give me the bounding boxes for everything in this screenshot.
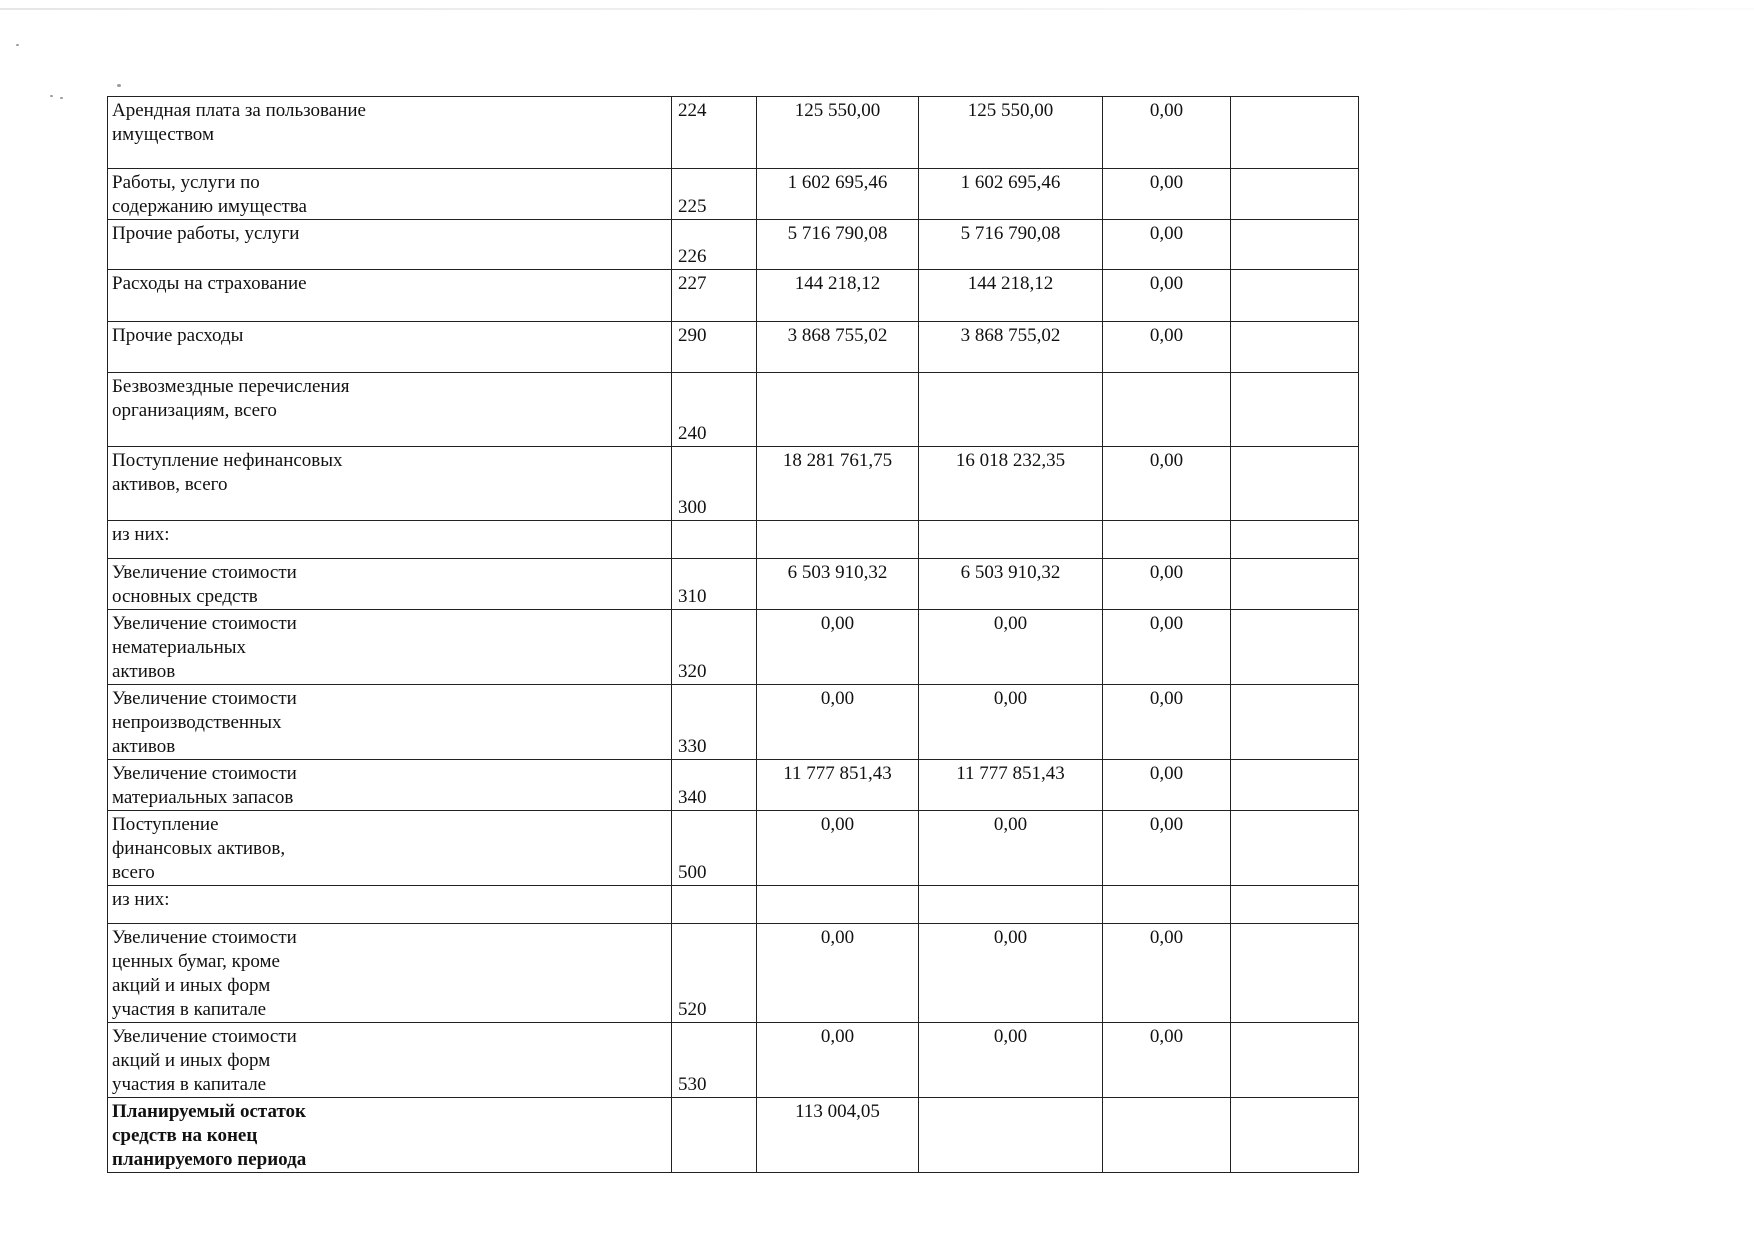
row-value-deviation: 0,00: [1103, 811, 1231, 886]
row-value-note: [1231, 270, 1359, 322]
row-code-cell: 227: [672, 270, 757, 322]
row-value-executed: 0,00: [919, 1023, 1103, 1098]
row-name-cell: Увеличение стоимости нематериальных активов: [108, 610, 672, 685]
row-name-cell: Арендная плата за пользование имуществом: [108, 97, 672, 169]
row-value-executed: 0,00: [919, 610, 1103, 685]
row-name-cell: из них:: [108, 521, 672, 559]
row-value-planned: 0,00: [757, 685, 919, 760]
row-value-executed: 0,00: [919, 811, 1103, 886]
row-value-deviation: [1103, 1098, 1231, 1173]
row-value-executed: [919, 1098, 1103, 1173]
row-value-deviation: 0,00: [1103, 610, 1231, 685]
table-row: [108, 220, 1359, 270]
row-value-note: [1231, 322, 1359, 373]
row-name-cell: Поступление нефинансовых активов, всего: [108, 447, 672, 521]
row-value-planned: 144 218,12: [757, 270, 919, 322]
row-value-note: [1231, 1023, 1359, 1098]
row-value-planned: 5 716 790,08: [757, 220, 919, 270]
table-row: [108, 1098, 1359, 1173]
row-code-cell: 240: [672, 373, 757, 447]
row-value-planned: [757, 886, 919, 924]
row-value-executed: 16 018 232,35: [919, 447, 1103, 521]
row-value-executed: 0,00: [919, 924, 1103, 1023]
row-value-executed: 3 868 755,02: [919, 322, 1103, 373]
row-value-planned: 1 602 695,46: [757, 169, 919, 220]
scan-speck: [50, 95, 53, 97]
table-row: [108, 169, 1359, 220]
row-value-note: [1231, 559, 1359, 610]
row-name-cell: Увеличение стоимости основных средств: [108, 559, 672, 610]
row-code-cell: [672, 1098, 757, 1173]
table-row: [108, 373, 1359, 447]
row-value-note: [1231, 373, 1359, 447]
row-value-executed: [919, 373, 1103, 447]
row-value-deviation: [1103, 373, 1231, 447]
row-value-deviation: 0,00: [1103, 322, 1231, 373]
row-code-cell: 225: [672, 169, 757, 220]
row-value-deviation: 0,00: [1103, 685, 1231, 760]
row-value-note: [1231, 811, 1359, 886]
row-value-executed: 5 716 790,08: [919, 220, 1103, 270]
row-name-cell: Увеличение стоимости акций и иных форм участия в капитале: [108, 1023, 672, 1098]
row-value-deviation: 0,00: [1103, 447, 1231, 521]
row-value-note: [1231, 169, 1359, 220]
table-row: [108, 685, 1359, 760]
row-value-planned: 11 777 851,43: [757, 760, 919, 811]
row-code-cell: 500: [672, 811, 757, 886]
row-value-deviation: [1103, 521, 1231, 559]
row-name-cell: Безвозмездные перечисления организациям, всего: [108, 373, 672, 447]
row-value-planned: [757, 373, 919, 447]
table-row: [108, 1023, 1359, 1098]
row-name-cell: Увеличение стоимости материальных запасов: [108, 760, 672, 811]
row-value-planned: 0,00: [757, 924, 919, 1023]
row-value-planned: 6 503 910,32: [757, 559, 919, 610]
row-value-planned: 0,00: [757, 610, 919, 685]
row-value-deviation: 0,00: [1103, 169, 1231, 220]
row-code-cell: 330: [672, 685, 757, 760]
row-value-note: [1231, 521, 1359, 559]
row-code-cell: [672, 521, 757, 559]
table-row: [108, 521, 1359, 559]
row-value-deviation: 0,00: [1103, 760, 1231, 811]
row-value-planned: [757, 521, 919, 559]
row-value-executed: 11 777 851,43: [919, 760, 1103, 811]
row-value-planned: 113 004,05: [757, 1098, 919, 1173]
row-value-note: [1231, 97, 1359, 169]
row-code-cell: 310: [672, 559, 757, 610]
row-value-note: [1231, 685, 1359, 760]
row-value-executed: 6 503 910,32: [919, 559, 1103, 610]
row-value-note: [1231, 886, 1359, 924]
table-row: [108, 924, 1359, 1023]
row-name-cell: Работы, услуги по содержанию имущества: [108, 169, 672, 220]
row-value-note: [1231, 1098, 1359, 1173]
row-code-cell: 226: [672, 220, 757, 270]
row-value-note: [1231, 924, 1359, 1023]
table-row: [108, 886, 1359, 924]
row-value-executed: [919, 521, 1103, 559]
scan-speck: [60, 97, 63, 99]
row-name-cell: Увеличение стоимости непроизводственных активов: [108, 685, 672, 760]
row-code-cell: 320: [672, 610, 757, 685]
table-row: [108, 97, 1359, 169]
row-code-cell: 520: [672, 924, 757, 1023]
row-value-note: [1231, 220, 1359, 270]
row-name-cell: Расходы на страхование: [108, 270, 672, 322]
row-value-executed: [919, 886, 1103, 924]
table-row: [108, 811, 1359, 886]
row-value-planned: 0,00: [757, 1023, 919, 1098]
row-code-cell: [672, 886, 757, 924]
table-row: [108, 322, 1359, 373]
row-value-executed: 144 218,12: [919, 270, 1103, 322]
row-value-deviation: 0,00: [1103, 1023, 1231, 1098]
budget-table-body: [108, 97, 1359, 1173]
row-value-executed: 125 550,00: [919, 97, 1103, 169]
row-value-planned: 18 281 761,75: [757, 447, 919, 521]
row-value-note: [1231, 610, 1359, 685]
row-value-planned: 125 550,00: [757, 97, 919, 169]
row-value-note: [1231, 447, 1359, 521]
row-value-executed: 0,00: [919, 685, 1103, 760]
row-value-note: [1231, 760, 1359, 811]
scan-edge: [0, 8, 1754, 10]
row-name-cell: Увеличение стоимости ценных бумаг, кроме акций и иных форм участия в капитале: [108, 924, 672, 1023]
row-value-planned: 3 868 755,02: [757, 322, 919, 373]
table-row: [108, 447, 1359, 521]
row-name-cell: Прочие работы, услуги: [108, 220, 672, 270]
row-value-executed: 1 602 695,46: [919, 169, 1103, 220]
row-name-cell: из них:: [108, 886, 672, 924]
scan-speck: [16, 44, 19, 46]
row-value-deviation: 0,00: [1103, 924, 1231, 1023]
row-value-deviation: 0,00: [1103, 97, 1231, 169]
row-code-cell: 290: [672, 322, 757, 373]
budget-table: [107, 96, 1359, 1173]
table-row: [108, 760, 1359, 811]
row-value-deviation: 0,00: [1103, 220, 1231, 270]
row-name-cell: Поступление финансовых активов, всего: [108, 811, 672, 886]
scan-speck: [117, 84, 121, 87]
row-code-cell: 224: [672, 97, 757, 169]
table-row: [108, 270, 1359, 322]
row-value-deviation: [1103, 886, 1231, 924]
row-value-deviation: 0,00: [1103, 270, 1231, 322]
row-name-cell: Планируемый остаток средств на конец планируемого периода: [108, 1098, 672, 1173]
row-code-cell: 300: [672, 447, 757, 521]
table-row: [108, 610, 1359, 685]
row-name-cell: Прочие расходы: [108, 322, 672, 373]
row-value-planned: 0,00: [757, 811, 919, 886]
row-code-cell: 340: [672, 760, 757, 811]
table-row: [108, 559, 1359, 610]
row-code-cell: 530: [672, 1023, 757, 1098]
row-value-deviation: 0,00: [1103, 559, 1231, 610]
